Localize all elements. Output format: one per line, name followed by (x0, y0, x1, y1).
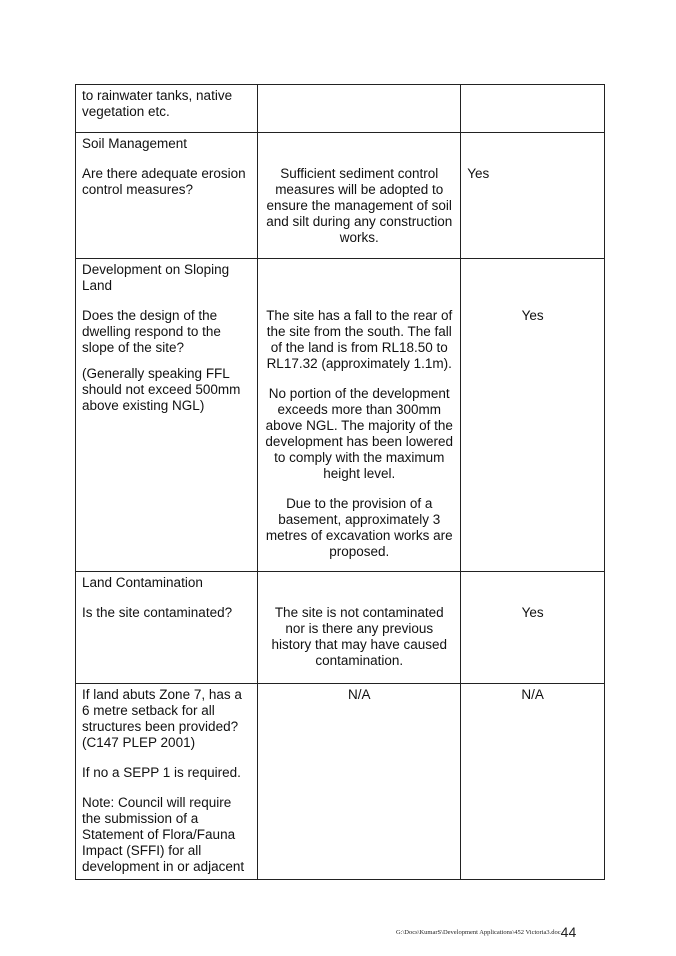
compliance-cell (461, 684, 605, 880)
comment-text: Due to the provision of a basement, approximately 3 metres of excavation works are proposed. (265, 496, 453, 559)
section-heading: Development on Sloping Land (82, 262, 230, 293)
comment-cell (258, 85, 461, 133)
comment-cell (258, 572, 461, 684)
compliance-value: Yes (521, 308, 544, 323)
criteria-text: Are there adequate erosion control measures? (82, 166, 246, 197)
file-path: G:\Docs\KumarS\Development Applications\452 Victoria3.doc (396, 929, 561, 936)
criteria-note: (Generally speaking FFL should not exceed 500mm above existing NGL) (82, 366, 241, 413)
assessment-table (75, 84, 605, 880)
section-heading: Land Contamination (82, 575, 203, 590)
criteria-text: Does the design of the dwelling respond to the slope of the site? (82, 308, 221, 355)
criteria-cell (76, 572, 258, 684)
criteria-cell (76, 259, 258, 572)
criteria-cell (76, 85, 258, 133)
comment-cell (258, 684, 461, 880)
comment-text: Sufficient sediment control measures will be adopted to ensure the management of soil and silt during any construction works. (266, 166, 453, 245)
criteria-text: If land abuts Zone 7, has a 6 metre setback for all structures been provided? (C147 PLEP 2001) (82, 687, 242, 750)
compliance-cell (461, 572, 605, 684)
compliance-cell (461, 133, 605, 259)
compliance-value: Yes (467, 166, 490, 181)
criteria-text: to rainwater tanks, native vegetation etc. (82, 88, 233, 119)
compliance-value: N/A (521, 687, 544, 702)
comment-text: No portion of the development exceeds more than 300mm above NGL. The majority of the development has been lowered to comply with the maximum height level. (265, 386, 454, 481)
table-row (76, 133, 605, 259)
table-row (76, 572, 605, 684)
compliance-cell (461, 85, 605, 133)
criteria-text: Is the site contaminated? (82, 605, 233, 620)
criteria-text: If no a SEPP 1 is required. (82, 765, 241, 780)
compliance-value: Yes (521, 605, 544, 620)
compliance-cell (461, 259, 605, 572)
comment-cell (258, 259, 461, 572)
criteria-note: Note: Council will require the submission of a Statement of Flora/Fauna Impact (SFFI) for all development in or adjacent (82, 795, 245, 874)
table-row (76, 684, 605, 880)
table-row (76, 259, 605, 572)
table-row (76, 85, 605, 133)
page-number: 44 (560, 924, 577, 940)
comment-cell (258, 133, 461, 259)
criteria-cell (76, 684, 258, 880)
comment-text: N/A (347, 687, 371, 702)
section-heading: Soil Management (82, 136, 188, 151)
page-footer (396, 924, 596, 940)
criteria-cell (76, 133, 258, 259)
comment-text: The site is not contaminated nor is there any previous history that may have caused contamination. (271, 605, 448, 668)
comment-text: The site has a fall to the rear of the site from the south. The fall of the land is from RL18.50 to RL17.32 (approximately 1.1m). (266, 308, 453, 371)
